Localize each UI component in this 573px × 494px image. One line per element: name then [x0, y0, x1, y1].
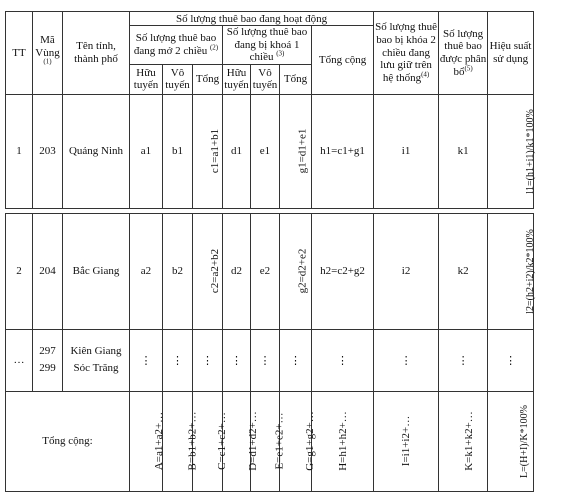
cell-h: h1=c1+g1 — [312, 94, 374, 208]
header-huu-tuyen-2: Hữu tuyến — [223, 64, 251, 94]
total-row — [6, 391, 534, 491]
cell-l: ⋮ — [488, 329, 534, 391]
total-h: H=h1+h2+… — [312, 391, 374, 491]
cell-a: a2 — [130, 213, 163, 329]
total-e: E=e1+e2+… — [251, 391, 280, 491]
header-tong-cong: Tổng cộng — [312, 26, 374, 95]
header-tt: TT — [6, 12, 33, 95]
cell-h: h2=c2+g2 — [312, 213, 374, 329]
header-two-way: Số lượng thuê bao đang mở 2 chiều $^{(2)}$ — [130, 26, 223, 65]
header-locked: Số lượng thuê bao bị khóa 2 chiều đang lưu giữ trên hệ thống$^{(4)}$ — [374, 12, 439, 95]
subscriber-table — [5, 11, 534, 492]
total-b: B=b1+b2+… — [163, 391, 193, 491]
cell-code: 203 — [33, 94, 63, 208]
total-g: G=g1+g2+… — [280, 391, 312, 491]
header-one-way: Số lượng thuê bao đang bị khoá 1 chiều $^{(3)}$ — [223, 26, 312, 65]
cell-c: c1=a1+b1 — [193, 94, 223, 208]
header-ten-tinh: Tên tỉnh, thành phố — [63, 12, 130, 95]
cell-name: Bắc Giang — [63, 213, 130, 329]
cell-h: ⋮ — [312, 329, 374, 391]
cell-d: d2 — [223, 213, 251, 329]
cell-code: 204 — [33, 213, 63, 329]
cell-c: ⋮ — [193, 329, 223, 391]
cell-tt: 1 — [6, 94, 33, 208]
table-row — [6, 94, 534, 208]
header-vo-tuyen-2: Vô tuyến — [251, 64, 280, 94]
cell-l: l1=(h1+i1)/k1*100% — [488, 94, 534, 208]
cell-name: Kiên Giang Sóc Trăng — [63, 329, 130, 391]
cell-c: c2=a2+b2 — [193, 213, 223, 329]
cell-i: i2 — [374, 213, 439, 329]
cell-g: g1=d1+e1 — [280, 94, 312, 208]
total-c: C=c1+c2+… — [193, 391, 223, 491]
cell-e: e1 — [251, 94, 280, 208]
total-a: A=a1+a2+… — [130, 391, 163, 491]
cell-i: i1 — [374, 94, 439, 208]
header-tong-1: Tổng — [193, 64, 223, 94]
header-tong-2: Tổng — [280, 64, 312, 94]
cell-b: ⋮ — [163, 329, 193, 391]
cell-a: ⋮ — [130, 329, 163, 391]
cell-e: ⋮ — [251, 329, 280, 391]
cell-e: e2 — [251, 213, 280, 329]
total-l: L=(H+I)/K*100% — [488, 391, 534, 491]
cell-g: g2=d2+e2 — [280, 213, 312, 329]
cell-g: ⋮ — [280, 329, 312, 391]
header-allocated: Số lượng thuê bao được phân bổ$^{(5)}$ — [439, 12, 488, 95]
cell-b: b2 — [163, 213, 193, 329]
header-huu-tuyen-1: Hữu tuyến — [130, 64, 163, 94]
total-d: D=d1+d2+… — [223, 391, 251, 491]
cell-tt: 2 — [6, 213, 33, 329]
header-ma-vung: Mã Vùng $^{(1)}$ — [33, 12, 63, 95]
total-i: I=i1+i2+… — [374, 391, 439, 491]
header-active-group: Số lượng thuê bao đang hoạt động — [130, 12, 374, 26]
header-vo-tuyen-1: Vô tuyến — [163, 64, 193, 94]
cell-l: l2=(h2+i2)/k2*100% — [488, 213, 534, 329]
cell-b: b1 — [163, 94, 193, 208]
total-k: K=k1+k2+… — [439, 391, 488, 491]
header-efficiency: Hiệu suất sử dụng — [488, 12, 534, 95]
cell-k: k1 — [439, 94, 488, 208]
total-label: Tổng cộng: — [6, 391, 130, 491]
cell-a: a1 — [130, 94, 163, 208]
cell-tt: … — [6, 329, 33, 391]
cell-d: d1 — [223, 94, 251, 208]
table-row — [6, 213, 534, 329]
cell-d: ⋮ — [223, 329, 251, 391]
cell-k: k2 — [439, 213, 488, 329]
cell-name: Quảng Ninh — [63, 94, 130, 208]
table-row — [6, 329, 534, 391]
cell-k: ⋮ — [439, 329, 488, 391]
cell-code: 297 299 — [33, 329, 63, 391]
cell-i: ⋮ — [374, 329, 439, 391]
